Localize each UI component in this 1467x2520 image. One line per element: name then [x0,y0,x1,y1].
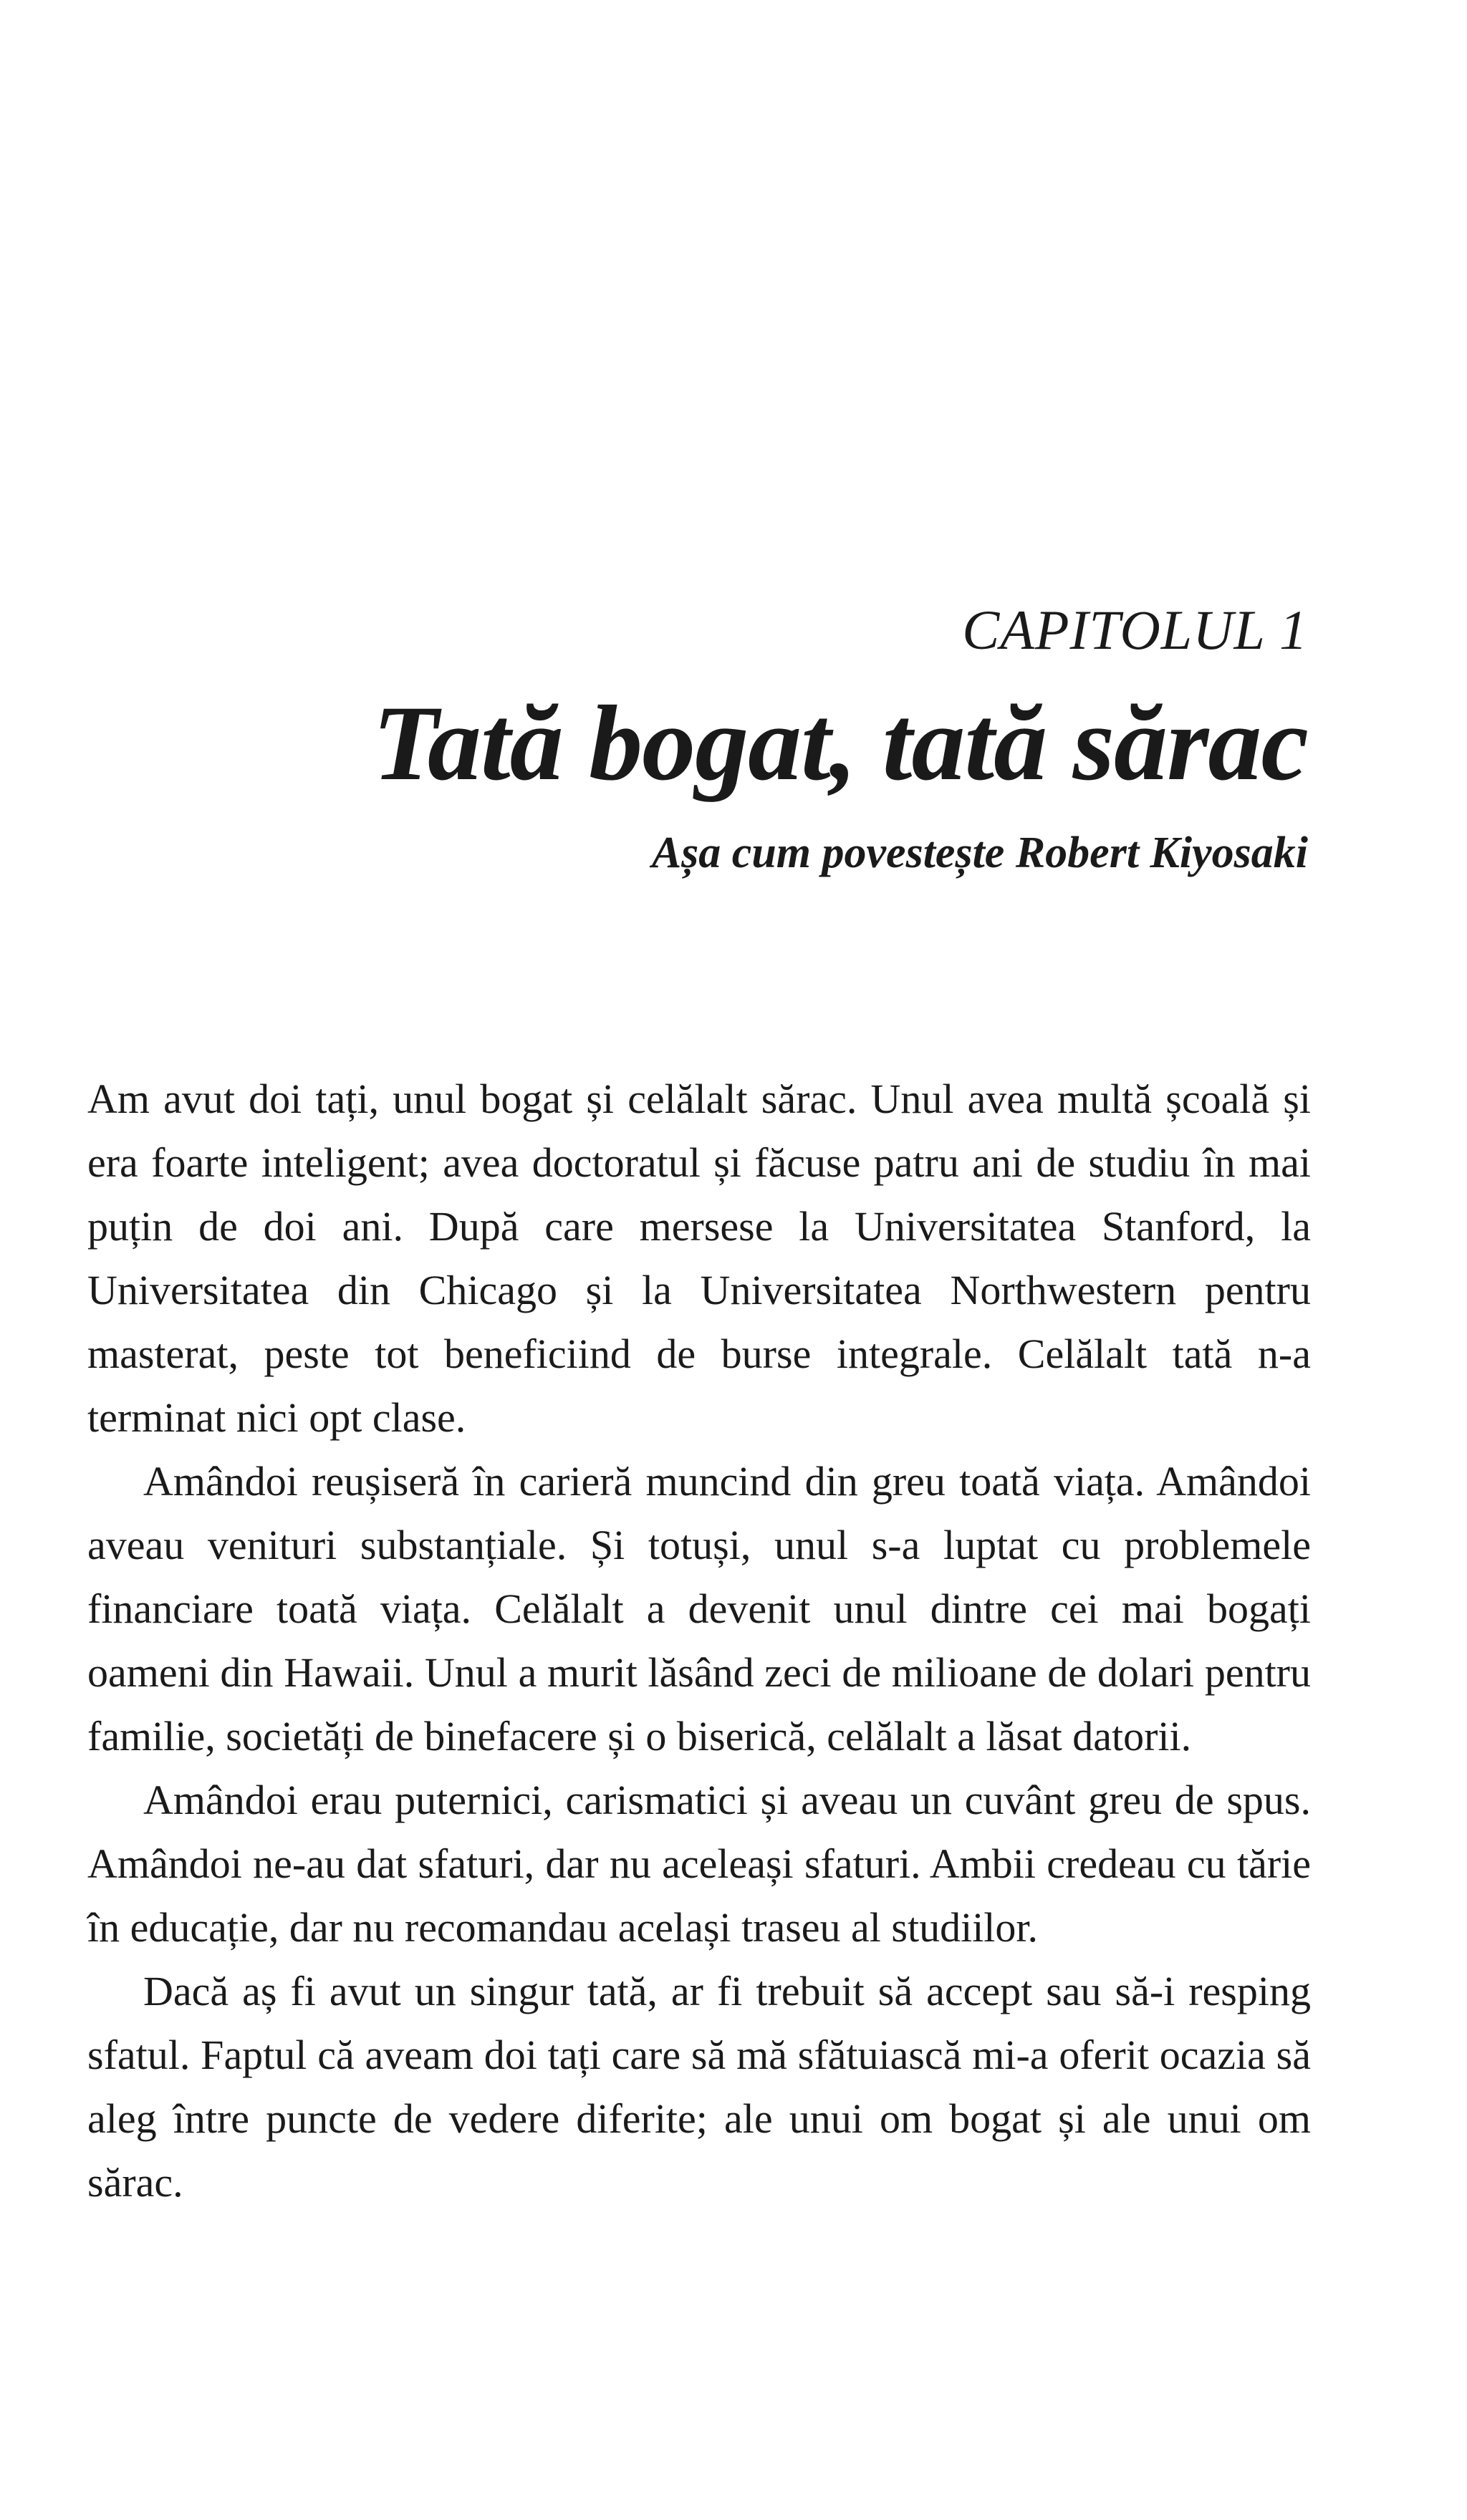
chapter-subtitle: Așa cum povestește Robert Kiyosaki [651,829,1308,877]
paragraph-4: Dacă aș fi avut un singur tată, ar fi trebuit să accept sau să-i resping sfatul. Faptul că aveam doi tați care să mă sfătuiască mi-a oferit ocazia să aleg între puncte de vedere diferite; ale unui om bogat și ale unui om sărac. [87,1968,1311,2206]
paragraph-3: Amândoi erau puternici, carismatici și aveau un cuvânt greu de spus. Amândoi ne-au dat sfaturi, dar nu aceleași sfaturi. Ambii credeau cu tărie în educație, dar nu recomandau același traseu al studiilor. [87,1777,1311,1951]
chapter-title: Tată bogat, tată sărac [372,684,1308,803]
chapter-label: CAPITOLUL 1 [962,599,1308,661]
paragraph-1: Am avut doi tați, unul bogat și celălalt sărac. Unul avea multă școală și era foarte inteligent; avea doctoratul și făcuse patru ani de studiu în mai puțin de doi ani. După care mersese la Universitatea Stanford, la Universitatea din Chicago și la Universitatea Northwestern pentru masterat, peste tot beneficiind de burse integrale. Celălalt tată n-a terminat nici opt clase. [87,1076,1311,1441]
chapter-body [87,1067,1311,2214]
chapter-heading [372,598,1308,882]
paragraph-2: Amândoi reușiseră în carieră muncind din greu toată viața. Amândoi aveau venituri substanțiale. Și totuși, unul s-a luptat cu problemele financiare toată viața. Celălalt a devenit unul dintre cei mai bogați oameni din Hawaii. Unul a murit lăsând zeci de milioane de dolari pentru familie, societăți de binefacere și o biserică, celălalt a lăsat datorii. [87,1458,1311,1759]
